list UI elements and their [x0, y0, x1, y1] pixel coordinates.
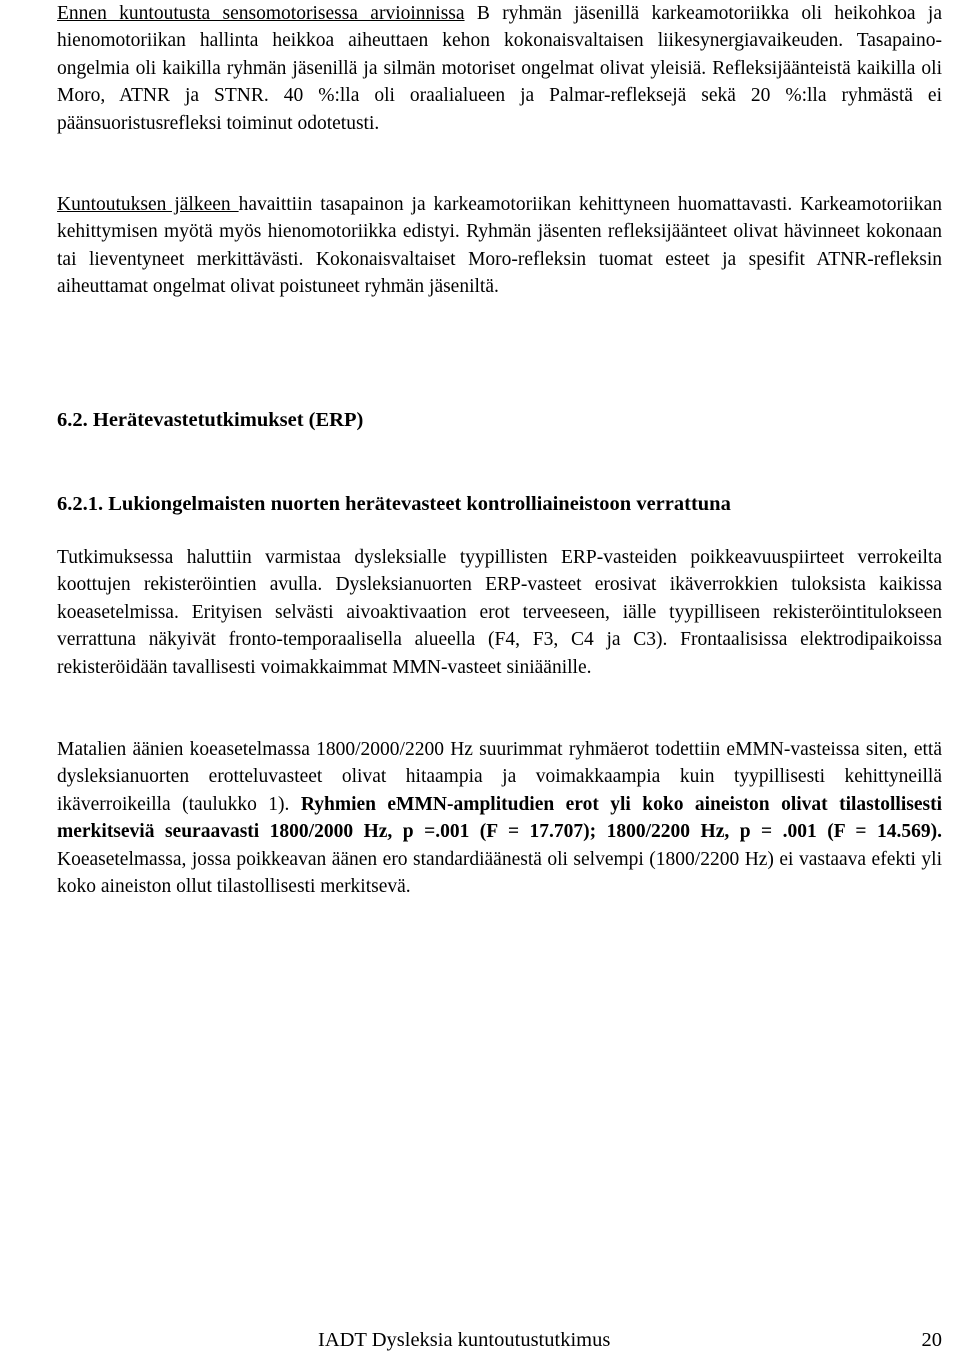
footer-title: IADT Dysleksia kuntoutustutkimus [318, 1329, 611, 1351]
subsection-heading: 6.2.1. Lukiongelmaisten nuorten herätevasteet kontrolliaineistoon verrattuna [57, 493, 731, 515]
paragraph-text: B ryhmän jäsenillä karkeamotoriikka oli heikohkoa ja hienomotoriikan hallinta heikkoa aiheuttaen kehon kokonaisvaltaisen liikesynergiavaikeuden. Tasapaino-ongelmia oli kaikilla ryhmän jäsenillä ja silmän motoriset ongelmat olivat yleisiä. Refleksijäänteistä kaikilla oli Moro, ATNR ja STNR. 40 %:lla oli oraalialueen ja Palmar-refleksejä sekä 20 %:lla ryhmästä ei päänsuoristusrefleksi toiminut odotetusti. [57, 3, 942, 134]
paragraph-text: Koeasetelmassa, jossa poikkeavan äänen ero standardiäänestä oli selvempi (1800/2200 Hz) ei vastaava efekti yli koko aineiston ollut tilastollisesti merkitsevä. [57, 848, 942, 898]
paragraph-text: havaittiin tasapainon ja karkeamotoriikan kehittyneen huomattavasti. Karkeamotoriikan kehittymisen myötä myös hienomotoriikka edistyi. Ryhmän jäsenten refleksijäänteet olivat hävinneet kokonaan tai lieventyneet merkittävästi. Kokonaisvaltaiset Moro-refleksin tuomat esteet ja spesifit ATNR-refleksin aiheuttamat ongelmat olivat poistuneet ryhmän jäseniltä. [57, 194, 942, 298]
paragraph-before-rehabilitation [57, 0, 942, 137]
section-heading: 6.2. Herätevastetutkimukset (ERP) [57, 409, 364, 431]
underlined-lead: Ennen kuntoutusta sensomotorisessa arvioinnissa [57, 3, 465, 24]
page-number: 20 [921, 1329, 942, 1351]
underlined-lead: Kuntoutuksen jälkeen [57, 194, 239, 215]
paragraph-after-rehabilitation [57, 191, 942, 301]
bold-statistics-text: Ryhmien eMMN-amplitudien erot yli koko aineiston olivat tilastollisesti merkitseviä seuraavasti 1800/2000 Hz, p =.001 (F = 17.707); 1800/2200 Hz, p = .001 (F = 14.569). [57, 793, 942, 843]
paragraph-low-tones [57, 736, 942, 900]
paragraph-text: Matalien äänien koeasetelmassa 1800/2000/2200 Hz suurimmat ryhmäerot todettiin eMMN-vasteissa siten, että dysleksianuorten erotteluvasteet olivat hitaampia ja voimakkaampia kuin tyypillisesti kehittyneillä ikäverroikeilla (taulukko 1). [57, 739, 942, 815]
paragraph-erp-study: Tutkimuksessa haluttiin varmistaa dysleksialle tyypillisten ERP-vasteiden poikkeavuuspiirteet verrokeilta koottujen rekisteröintien avulla. Dysleksianuorten ERP-vasteet erosivat ikäverrokkien tuloksista kaikissa koeasetelmissa. Erityisen selvästi aivoaktivaation erot terveeseen, iälle tyypilliseen rekisteröintitulokseen verrattuna näkyivät fronto-temporaalisella alueella (F4, F3, C4 ja C3). Frontaalisissa elektrodipaikoissa rekisteröidään tavallisesti voimakkaimmat MMN-vasteet siniäänille. [57, 547, 942, 678]
